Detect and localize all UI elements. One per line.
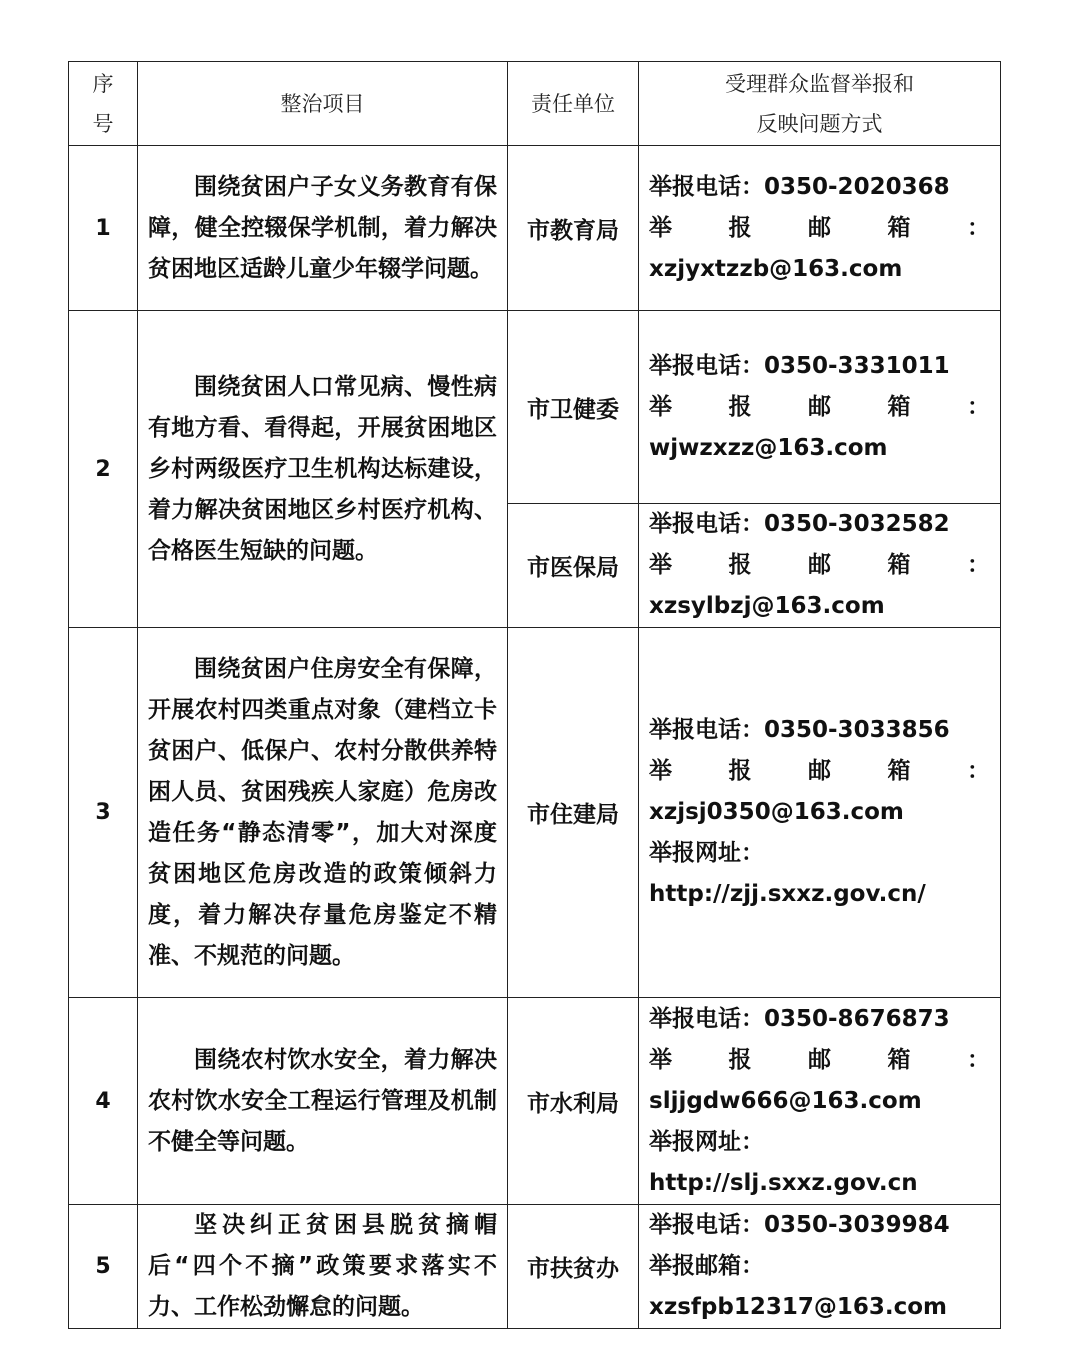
report-phone: 举报电话：0350-3032582 bbox=[649, 511, 950, 537]
report-email-label: 举 报 邮 箱 ： bbox=[649, 758, 990, 784]
contact-cell bbox=[639, 998, 1001, 1205]
report-website-label: 举报网址： bbox=[649, 840, 764, 866]
report-email-label: 举报邮箱： bbox=[649, 1253, 764, 1279]
report-email[interactable]: xzjyxtzzb@163.com bbox=[649, 255, 903, 282]
report-email-label: 举 报 邮 箱 ： bbox=[649, 1046, 990, 1073]
table-row bbox=[69, 311, 1001, 504]
report-phone: 举报电话：0350-3039984 bbox=[649, 1212, 950, 1238]
rectification-item bbox=[138, 311, 508, 628]
report-website[interactable]: http://zjj.sxxz.gov.cn/ bbox=[649, 881, 926, 907]
report-email[interactable]: xzsylbzj@163.com bbox=[649, 593, 885, 619]
rectification-item bbox=[138, 628, 508, 998]
table-row bbox=[69, 998, 1001, 1205]
row-number: 3 bbox=[69, 628, 138, 998]
table-row bbox=[69, 628, 1001, 998]
rectification-item bbox=[138, 998, 508, 1205]
item-text: 围绕贫困人口常见病、慢性病有地方看、看得起，开展贫困地区乡村两级医疗卫生机构达标建设，着力解决贫困地区乡村医疗机构、合格医生短缺的问题。 bbox=[148, 373, 497, 564]
report-phone: 举报电话：0350-3033856 bbox=[649, 717, 950, 743]
responsible-unit: 市扶贫办 bbox=[508, 1205, 639, 1329]
row-number: 1 bbox=[69, 146, 138, 311]
responsible-unit: 市教育局 bbox=[508, 146, 639, 311]
header-contact bbox=[639, 62, 1001, 146]
header-contact-line2: 反映问题方式 bbox=[756, 111, 883, 136]
row-number: 2 bbox=[69, 311, 138, 628]
header-no bbox=[69, 62, 138, 146]
report-email-label: 举 报 邮 箱 ： bbox=[649, 393, 990, 420]
contact-cell bbox=[639, 504, 1001, 628]
table-row bbox=[69, 146, 1001, 311]
report-email-label: 举 报 邮 箱 ： bbox=[649, 214, 990, 241]
header-unit: 责任单位 bbox=[508, 62, 639, 146]
item-text: 坚决纠正贫困县脱贫摘帽后“四个不摘”政策要求落实不力、工作松劲懈怠的问题。 bbox=[148, 1212, 497, 1320]
responsible-unit: 市医保局 bbox=[508, 504, 639, 628]
report-phone: 举报电话：0350-2020368 bbox=[649, 173, 950, 200]
report-email[interactable]: sljjgdw666@163.com bbox=[649, 1087, 922, 1114]
report-email[interactable]: wjwzxzz@163.com bbox=[649, 434, 888, 461]
rectification-item bbox=[138, 1205, 508, 1329]
report-email-label: 举 报 邮 箱 ： bbox=[649, 552, 990, 578]
table-row bbox=[69, 1205, 1001, 1329]
rectification-item bbox=[138, 146, 508, 311]
report-phone: 举报电话：0350-3331011 bbox=[649, 352, 950, 379]
header-item: 整治项目 bbox=[138, 62, 508, 146]
report-website-label: 举报网址： bbox=[649, 1128, 764, 1155]
item-text: 围绕贫困户子女义务教育有保障，健全控辍保学机制，着力解决贫困地区适龄儿童少年辍学问题。 bbox=[148, 173, 497, 282]
responsible-unit: 市卫健委 bbox=[508, 311, 639, 504]
report-email[interactable]: xzsfpb12317@163.com bbox=[649, 1294, 948, 1320]
contact-cell bbox=[639, 1205, 1001, 1329]
item-text: 围绕贫困户住房安全有保障，开展农村四类重点对象（建档立卡贫困户、低保户、农村分散供养特困人员、贫困残疾人家庭）危房改造任务“静态清零”，加大对深度贫困地区危房改造的政策倾斜力度，着力解决存量危房鉴定不精准、不规范的问题。 bbox=[148, 655, 497, 969]
contact-cell bbox=[639, 146, 1001, 311]
row-number: 5 bbox=[69, 1205, 138, 1329]
supervision-table bbox=[68, 61, 1001, 1329]
header-no-text: 序号 bbox=[92, 71, 114, 136]
report-phone: 举报电话：0350-8676873 bbox=[649, 1005, 950, 1032]
header-row bbox=[69, 62, 1001, 146]
item-text: 围绕农村饮水安全，着力解决农村饮水安全工程运行管理及机制不健全等问题。 bbox=[148, 1046, 497, 1155]
responsible-unit: 市住建局 bbox=[508, 628, 639, 998]
report-email[interactable]: xzjsj0350@163.com bbox=[649, 799, 904, 825]
contact-cell bbox=[639, 628, 1001, 998]
contact-cell bbox=[639, 311, 1001, 504]
report-website[interactable]: http://slj.sxxz.gov.cn bbox=[649, 1169, 918, 1196]
row-number: 4 bbox=[69, 998, 138, 1205]
header-contact-line1: 受理群众监督举报和 bbox=[725, 71, 914, 96]
responsible-unit: 市水利局 bbox=[508, 998, 639, 1205]
